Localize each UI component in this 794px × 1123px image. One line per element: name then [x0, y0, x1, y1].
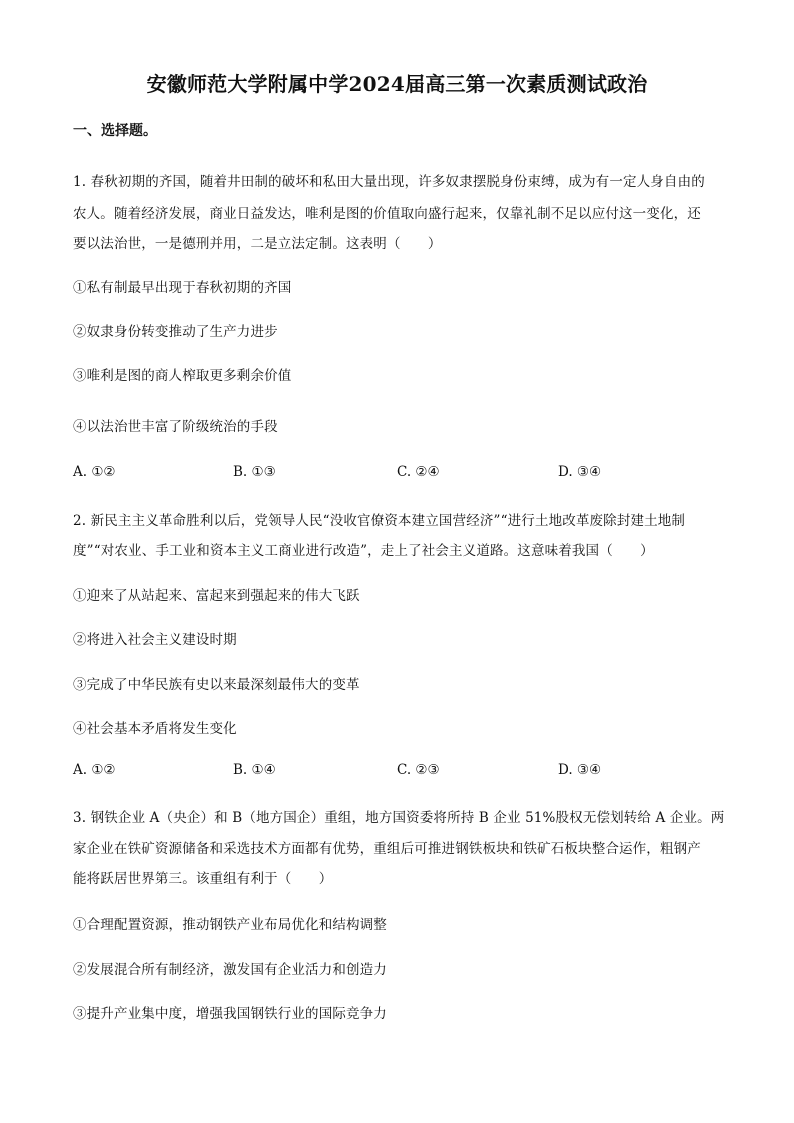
question-1-statement-3: ③唯利是图的商人榨取更多剩余价值 [73, 368, 292, 384]
question-2-statement-1: ①迎来了从站起来、富起来到强起来的伟大飞跃 [73, 588, 360, 604]
question-3-statement-3: ③提升产业集中度，增强我国钢铁行业的国际竞争力 [73, 1006, 387, 1022]
question-1-stem-line-1: 1. 春秋初期的齐国，随着井田制的破坏和私田大量出现，许多奴隶摆脱身份束缚，成为有一定人身自由的 [73, 174, 705, 190]
question-2-option-a: A. ①② [73, 762, 116, 778]
document-title: 安徽师范大学附属中学2024届高三第一次素质测试政治 [146, 72, 648, 96]
question-2-statement-3: ③完成了中华民族有史以来最深刻最伟大的变革 [73, 677, 360, 693]
question-1-option-d: D. ③④ [558, 464, 602, 480]
question-1-option-c: C. ②④ [397, 464, 440, 480]
question-3-stem-line-2: 家企业在铁矿资源储备和采选技术方面都有优势，重组后可推进钢铁板块和铁矿石板块整合运作，粗钢产 [73, 841, 701, 857]
question-3-stem-line-1: 3. 钢铁企业 A（央企）和 B（地方国企）重组，地方国资委将所持 B 企业 51%股权无偿划转给 A 企业。两 [73, 810, 725, 826]
question-1-option-a: A. ①② [73, 464, 116, 480]
question-2-option-b: B. ①④ [233, 762, 276, 778]
question-2-stem-line-1: 2. 新民主主义革命胜利以后，党领导人民“没收官僚资本建立国营经济”“进行土地改革废除封建土地制 [73, 513, 686, 529]
question-2-stem-line-2: 度”“对农业、手工业和资本主义工商业进行改造”，走上了社会主义道路。这意味着我国（ ） [73, 543, 654, 559]
question-2-statement-4: ④社会基本矛盾将发生变化 [73, 721, 237, 737]
question-3-stem-line-3: 能将跃居世界第三。该重组有利于（ ） [73, 871, 333, 887]
question-2-statement-2: ②将进入社会主义建设时期 [73, 632, 237, 648]
question-2-option-d: D. ③④ [558, 762, 602, 778]
question-3-statement-2: ②发展混合所有制经济，激发国有企业活力和创造力 [73, 962, 387, 978]
question-1-statement-2: ②奴隶身份转变推动了生产力进步 [73, 324, 278, 340]
question-3-statement-1: ①合理配置资源，推动钢铁产业布局优化和结构调整 [73, 917, 387, 933]
question-1-option-b: B. ①③ [233, 464, 276, 480]
question-1-statement-1: ①私有制最早出现于春秋初期的齐国 [73, 280, 292, 296]
question-1-stem-line-2: 农人。随着经济发展，商业日益发达，唯利是图的价值取向盛行起来，仅靠礼制不足以应付这一变化，还 [73, 206, 701, 222]
question-2-option-c: C. ②③ [397, 762, 440, 778]
section-heading: 一、选择题。 [73, 123, 157, 139]
question-1-statement-4: ④以法治世丰富了阶级统治的手段 [73, 419, 278, 435]
question-1-stem-line-3: 要以法治世，一是德刑并用，二是立法定制。这表明（ ） [73, 236, 442, 252]
